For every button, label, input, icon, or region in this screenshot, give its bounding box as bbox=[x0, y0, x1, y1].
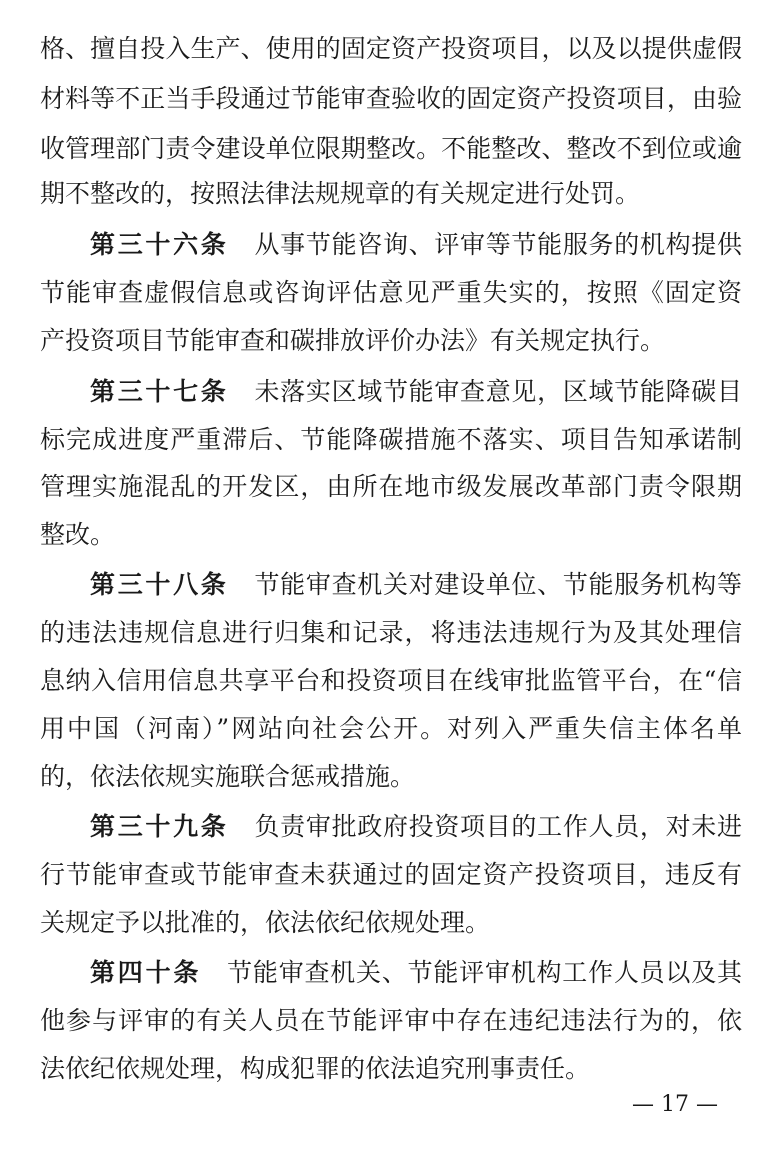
text-line: 节能审查虚假信息或咨询评估意见严重失实的，按照《固定资 bbox=[40, 278, 742, 307]
text-line: 关规定予以批准的，依法依纪依规处理。 bbox=[40, 908, 491, 937]
article-text: 负责审批政府投资项目的工作人员，对未进 bbox=[254, 812, 742, 841]
article-number: 第三十七条 bbox=[90, 377, 229, 406]
text-line: 格、擅自投入生产、使用的固定资产投资项目，以及以提供虚假 bbox=[40, 34, 742, 63]
article-37-first-line bbox=[90, 372, 742, 412]
text-line: 法依纪依规处理，构成犯罪的依法追究刑事责任。 bbox=[40, 1054, 591, 1083]
article-40-first-line bbox=[90, 953, 742, 993]
text-line: 收管理部门责令建设单位限期整改。不能整改、整改不到位或逾 bbox=[40, 134, 742, 163]
text-line: 期不整改的，按照法律法规规章的有关规定进行处罚。 bbox=[40, 179, 641, 208]
article-text: 节能审查机关对建设单位、节能服务机构等 bbox=[254, 570, 742, 599]
page-number: — 17 — bbox=[632, 1092, 718, 1117]
article-text: 从事节能咨询、评审等节能服务的机构提供 bbox=[254, 230, 742, 259]
article-number: 第四十条 bbox=[90, 958, 202, 987]
text-line: 的，依法依规实施联合惩戒措施。 bbox=[40, 762, 416, 791]
text-line: 标完成进度严重滞后、节能降碳措施不落实、项目告知承诺制 bbox=[40, 425, 742, 454]
article-38-first-line bbox=[90, 565, 742, 605]
text-line: 产投资项目节能审查和碳排放评价办法》有关规定执行。 bbox=[40, 326, 666, 355]
article-36-first-line bbox=[90, 225, 742, 265]
article-number: 第三十八条 bbox=[90, 570, 229, 599]
text-line: 息纳入信用信息共享平台和投资项目在线审批监管平台，在“信 bbox=[40, 666, 742, 695]
text-line: 行节能审查或节能审查未获通过的固定资产投资项目，违反有 bbox=[40, 860, 742, 889]
text-line: 材料等不正当手段通过节能审查验收的固定资产投资项目，由验 bbox=[40, 84, 742, 113]
article-text: 未落实区域节能审查意见，区域节能降碳目 bbox=[254, 377, 742, 406]
article-number: 第三十六条 bbox=[90, 230, 229, 259]
article-number: 第三十九条 bbox=[90, 812, 229, 841]
text-line: 的违法违规信息进行归集和记录，将违法违规行为及其处理信 bbox=[40, 618, 742, 647]
text-line: 管理实施混乱的开发区，由所在地市级发展改革部门责令限期 bbox=[40, 472, 742, 501]
text-line: 用中国（河南）”网站向社会公开。对列入严重失信主体名单 bbox=[40, 714, 742, 743]
article-text: 节能审查机关、节能评审机构工作人员以及其 bbox=[227, 958, 742, 987]
text-line: 他参与评审的有关人员在节能评审中存在违纪违法行为的，依 bbox=[40, 1006, 742, 1035]
text-line: 整改。 bbox=[40, 520, 116, 549]
article-39-first-line bbox=[90, 807, 742, 847]
